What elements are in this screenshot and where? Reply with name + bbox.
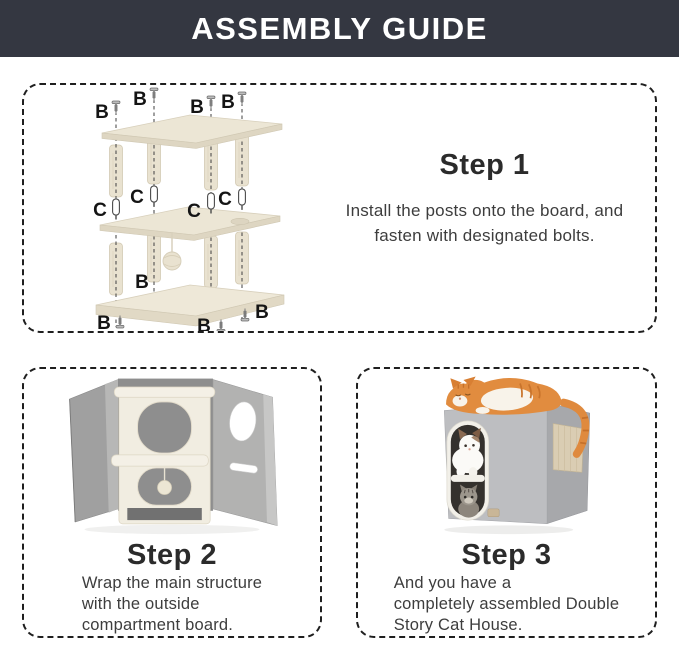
step3-description-line1: And you have a: [393, 574, 512, 592]
middle-shelf: [111, 455, 208, 466]
bolt-label-b: B: [135, 272, 149, 293]
bolt-label-c: C: [187, 201, 201, 222]
bolt-icon: [151, 186, 158, 207]
step2-illustration: [52, 373, 292, 535]
floor-shadow: [84, 525, 259, 534]
tabby-kitten: [458, 484, 479, 517]
bolt-icon: [239, 189, 246, 210]
bolt-label-b: B: [221, 92, 235, 113]
step3-panel: [356, 367, 657, 638]
screw-icon: [217, 320, 225, 333]
upper-oval-opening: [138, 402, 192, 453]
page-title: ASSEMBLY GUIDE: [191, 10, 488, 46]
top-board: [102, 115, 282, 149]
bolt-label-b: B: [197, 316, 211, 333]
top-screws: [95, 88, 246, 123]
step1-text-block: [324, 149, 645, 248]
right-compartment-panel: [213, 380, 277, 526]
bolt-label-c: C: [93, 200, 107, 221]
step2-description-line1: Wrap the main structure: [81, 574, 263, 592]
step2-description-line3: compartment board.: [81, 616, 234, 634]
screw-icon: [112, 101, 120, 114]
step3-description: [394, 573, 620, 636]
step2-description-line2: with the outside: [81, 595, 200, 613]
step1-description-line1: Install the posts onto the board, and: [345, 201, 624, 220]
screw-icon: [207, 96, 215, 109]
step2-title: Step 2: [126, 539, 218, 571]
header-bar: [0, 0, 679, 57]
main-structure-frame: [111, 387, 214, 524]
arch-middle-ledge: [450, 475, 484, 482]
step1-title: Step 1: [439, 149, 530, 181]
bolt-label-b: B: [95, 102, 109, 123]
step1-panel: [22, 83, 657, 333]
step3-description-line3: Story Cat House.: [393, 616, 523, 634]
step2-description: [82, 573, 262, 636]
step3-description-line2: completely assembled Double: [393, 595, 620, 613]
bolt-label-c: C: [218, 189, 232, 210]
step1-description-line2: fasten with designated bolts.: [374, 226, 595, 245]
brand-patch: [487, 509, 498, 517]
step2-panel: [22, 367, 322, 638]
bolt-icon: [113, 199, 120, 220]
left-compartment-panel: [70, 380, 118, 522]
screw-icon: [150, 88, 158, 101]
bolt-label-b: B: [97, 313, 111, 333]
step3-illustration: [402, 373, 612, 535]
bottom-compartment: [127, 508, 201, 520]
step1-exploded-diagram: [90, 85, 290, 333]
step1-description: [324, 198, 645, 248]
step3-title: Step 3: [461, 539, 552, 571]
screw-icon: [238, 92, 246, 105]
bolt-label-b: B: [255, 302, 269, 323]
bolt-label-c: C: [130, 187, 144, 208]
floor-shadow: [444, 525, 573, 534]
bolt-label-b: B: [190, 97, 204, 118]
bolt-label-b: B: [133, 89, 147, 110]
